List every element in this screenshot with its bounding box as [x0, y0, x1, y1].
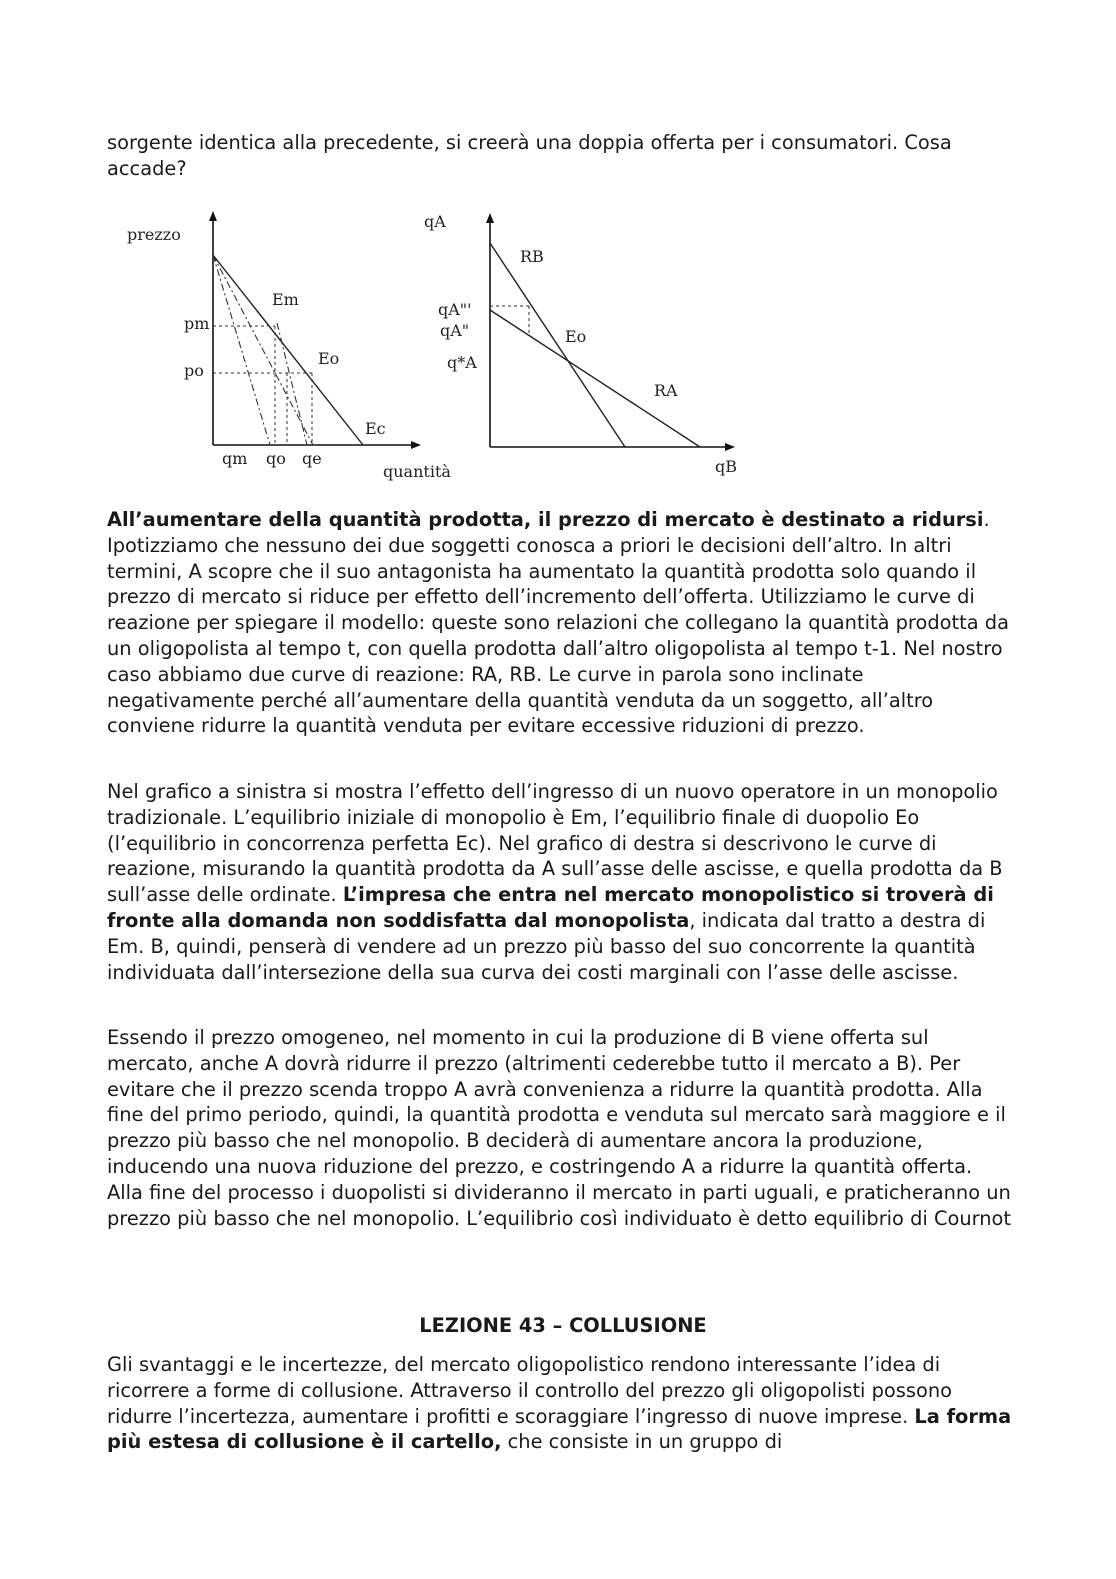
- qastar-label: q*A: [447, 353, 477, 372]
- section-heading: LEZIONE 43 – COLLUSIONE: [419, 1314, 707, 1337]
- paragraph-4-bold: La forma più estesa di collusione è il cartello,: [107, 1404, 1012, 1454]
- paragraph-2-body: [107, 779, 1012, 985]
- left-y-arrow: [209, 211, 217, 221]
- diagrams-svg: [115, 205, 755, 490]
- qa3-label: qA"': [438, 300, 472, 319]
- paragraph-2-text-after: , indicata dal tratto a destra di Em. B, quindi, penserà di vendere ad un prezzo più basso del suo concorrente la quantità individuata dall’intersezione della sua curva dei costi marginali con l’asse delle ascisse.: [107, 908, 986, 984]
- paragraph-1: [107, 507, 1012, 739]
- left-diagram: [127, 211, 451, 481]
- left-x-label: quantità: [383, 462, 451, 481]
- left-x-arrow: [411, 441, 421, 449]
- intro-paragraph: [107, 130, 1012, 182]
- ra-label: RA: [654, 381, 678, 400]
- po-label: po: [184, 361, 204, 380]
- right-eo-label: Eo: [565, 327, 587, 346]
- pm-label: pm: [184, 314, 210, 333]
- paragraph-1-text: . Ipotizziamo che nessuno dei due soggetti conosca a priori le decisioni dell’altro. In altri termini, A scopre che il suo antagonista ha aumentato la quantità prodotta solo quando il prezzo di mercato si riduce per effetto dell’incremento dell’offerta. Utilizziamo le curve di reazione per spiegare il modello: queste sono relazioni che collegano la quantità prodotta da un oligopolista al tempo t, con quella prodotta dall’altro oligopolista al tempo t-1. Nel nostro caso abbiamo due curve di reazione: RA, RB. Le curve in parola sono inclinate negativamente perché all’aumentare della quantità venduta da un soggetto, all’altro conviene ridurre la quantità venduta per evitare eccessive riduzioni di prezzo.: [107, 508, 1009, 738]
- residual-mr-line: [213, 255, 313, 445]
- qa2-label: qA": [440, 321, 470, 340]
- paragraph-4: [107, 1352, 1012, 1455]
- qm-label: qm: [222, 449, 248, 468]
- qe-label: qe: [302, 449, 322, 468]
- paragraph-2-bold: L’impresa che entra nel mercato monopolistico si troverà di fronte alla domanda non soddisfatta dal monopolista: [107, 883, 994, 932]
- paragraph-4-text-before: Gli svantaggi e le incertezze, del mercato oligopolistico rendono interessante l’idea di ricorrere a forme di collusione. Attraverso il controllo del prezzo gli oligopolisti possono ridurre l’incertezza, aumentare i profitti e scoraggiare l’ingresso di nuove imprese.: [107, 1353, 952, 1428]
- right-y-arrow: [486, 213, 494, 223]
- rb-label: RB: [520, 247, 544, 266]
- right-x-arrow: [725, 443, 735, 451]
- paragraph-3-text: Essendo il prezzo omogeneo, nel momento in cui la produzione di B viene offerta sul mercato, anche A dovrà ridurre il prezzo (altrimenti cederebbe tutto il mercato a B). Per evitare che il prezzo scenda troppo A avrà convenienza a ridurre la quantità prodotta. Alla fine del primo periodo, quindi, la quantità prodotta e venduta sul mercato sarà maggiore e il prezzo più basso che nel monopolio. B deciderà di aumentare ancora la produzione, inducendo una nuova riduzione del prezzo, e costringendo A a ridurre la quantità offerta. Alla fine del processo i duopolisti si divideranno il mercato in parti uguali, e praticheranno un prezzo più basso che nel monopolio. L’equilibrio così individuato è detto equilibrio di Cournot: [107, 1026, 1012, 1230]
- paragraph-1-bold: All’aumentare della quantità prodotta, il prezzo di mercato è destinato a ridursi: [107, 508, 984, 531]
- ec-label: Ec: [365, 419, 386, 438]
- paragraph-2-text-before: Nel grafico a sinistra si mostra l’effetto dell’ingresso di un nuovo operatore in un monopolio tradizionale. L’equilibrio iniziale di monopolio è Em, l’equilibrio finale di duopolio Eo (l’equilibrio in concorrenza perfetta Ec). Nel grafico di destra si descrivono le curve di reazione, misurando la quantità prodotta da A sull’asse delle ascisse, e quella prodotta da B sull’asse delle ordinate.: [107, 780, 1003, 907]
- right-y-label: qA: [424, 212, 446, 231]
- paragraph-1-body: [107, 507, 1012, 739]
- em-label: Em: [272, 290, 299, 309]
- intro-text: sorgente identica alla precedente, si creerà una doppia offerta per i consumatori. Cosa accade?: [107, 131, 952, 180]
- demand-curve: [213, 255, 363, 445]
- paragraph-2: [107, 779, 1012, 985]
- reaction-curve-ra: [490, 310, 700, 447]
- right-diagram: [424, 212, 737, 476]
- eo-label: Eo: [318, 349, 340, 368]
- paragraph-4-text-after: che consiste in un gruppo di: [501, 1430, 783, 1454]
- economics-diagrams: [115, 205, 755, 490]
- reaction-curve-rb: [490, 243, 625, 447]
- left-y-label: prezzo: [127, 225, 181, 244]
- marginal-revenue-line: [213, 255, 270, 445]
- right-x-label: qB: [715, 457, 737, 476]
- qo-label: qo: [266, 449, 286, 468]
- paragraph-4-body: [107, 1352, 1012, 1455]
- paragraph-3: [107, 1025, 1012, 1231]
